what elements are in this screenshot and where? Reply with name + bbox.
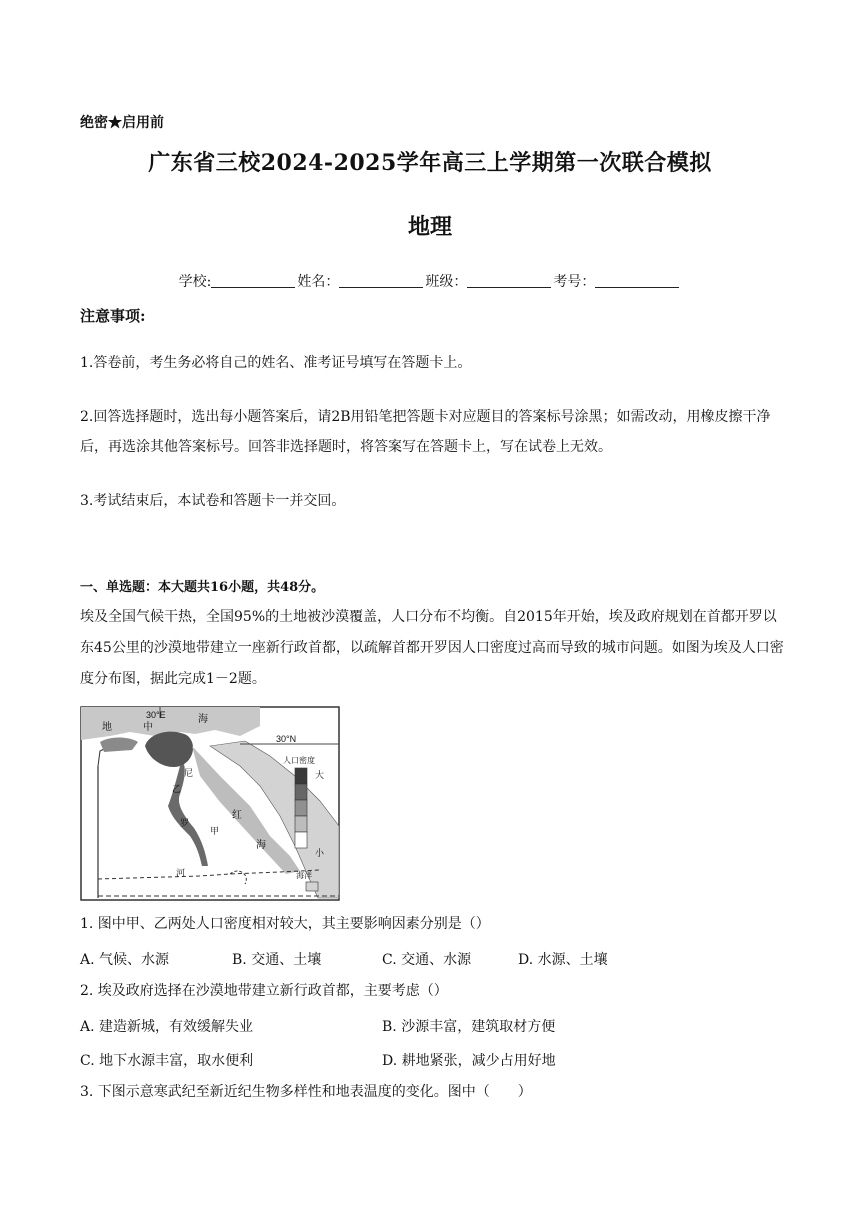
q2-option-a[interactable]: A. 建造新城，有效缓解失业 bbox=[80, 1019, 254, 1035]
q2-option-d[interactable]: D. 耕地紧张，减少占用好地 bbox=[382, 1053, 556, 1069]
legend-swatch-5 bbox=[295, 832, 307, 848]
note-item-2: 2.回答选择题时，选出每小题答案后，请2B用铅笔把答题卡对应题目的答案标号涂黑；如需改动，用橡皮擦干净后，再选涂其他答案标号。回答非选择题时，将答案写在答题卡上，写在试卷上无效。 bbox=[80, 409, 771, 455]
exam-subject: 地理 bbox=[407, 214, 452, 240]
exam-title: 广东省三校2024-2025学年高三上学期第一次联合模拟 bbox=[148, 150, 712, 176]
legend-swatch-1 bbox=[295, 768, 307, 784]
legend-swatch-3 bbox=[295, 800, 307, 816]
nile-label-2: 罗 bbox=[180, 819, 190, 829]
note-item-1: 1.答卷前，考生务必将自己的姓名、准考证号填写在答题卡上。 bbox=[80, 355, 472, 371]
q1-option-d[interactable]: D. 水源、土壤 bbox=[518, 952, 608, 968]
q1-option-b[interactable]: B. 交通、土壤 bbox=[232, 952, 322, 968]
student-info-fields bbox=[0, 271, 860, 291]
med-sea-label-1: 地 bbox=[102, 722, 112, 733]
q2-option-b[interactable]: B. 沙源丰富，建筑取材方便 bbox=[382, 1019, 556, 1035]
q1-option-c[interactable]: C. 交通、水源 bbox=[382, 952, 472, 968]
class-field[interactable] bbox=[467, 273, 551, 288]
legend-low: 小 bbox=[315, 849, 325, 859]
class-label: 班级： bbox=[425, 274, 468, 290]
legend-ocean-label: 海洋 bbox=[296, 871, 312, 880]
point-yi-label: 乙 bbox=[172, 785, 182, 795]
red-sea-label-1: 红 bbox=[232, 810, 242, 821]
legend-high: 大 bbox=[315, 771, 325, 781]
school-label: 学校: bbox=[178, 274, 212, 290]
exam-number-field[interactable] bbox=[595, 273, 679, 288]
question-1-stem: 1. 图中甲、乙两处人口密度相对较大，其主要影响因素分别是（） bbox=[80, 916, 490, 932]
legend-title: 人口密度 bbox=[283, 756, 315, 765]
question-2-stem: 2. 埃及政府选择在沙漠地带建立新行政首都，主要考虑（） bbox=[80, 983, 448, 999]
note-item-3: 3.考试结束后，本试卷和答题卡一并交回。 bbox=[80, 493, 346, 509]
point-jia-label: 甲 bbox=[210, 827, 220, 837]
med-sea-label-2: 中 bbox=[143, 722, 153, 733]
name-field[interactable] bbox=[339, 273, 423, 288]
longitude-label: 30°E bbox=[146, 710, 166, 720]
med-sea-label-3: 海 bbox=[198, 714, 208, 725]
confidential-label: 绝密★启用前 bbox=[80, 115, 164, 131]
legend-swatch-4 bbox=[295, 816, 307, 832]
q2-option-c[interactable]: C. 地下水源丰富，取水便利 bbox=[80, 1053, 254, 1069]
question-intro: 埃及全国气候干热，全国95%的土地被沙漠覆盖，人口分布不均衡。自2015年开始，埃及政府规划在首都开罗以东45公里的沙漠地带建立一座新行政首都，以疏解首都开罗因人口密度过高而导致的城市问题。如图为埃及人口密度分布图，据此完成1－2题。 bbox=[80, 609, 784, 687]
egypt-population-density-map bbox=[80, 706, 340, 901]
question-3-stem: 3. 下图示意寒武纪至新近纪生物多样性和地表温度的变化。图中（ ） bbox=[80, 1084, 532, 1100]
nile-label-1: 尼 bbox=[184, 769, 194, 779]
exam-number-label: 考号： bbox=[553, 274, 596, 290]
nile-label-3: 河 bbox=[176, 869, 186, 879]
section-heading: 一、单选题：本大题共16小题，共48分。 bbox=[80, 580, 325, 595]
legend-swatch-2 bbox=[295, 784, 307, 800]
notes-heading: 注意事项: bbox=[80, 307, 146, 325]
school-field[interactable] bbox=[211, 273, 295, 288]
q1-option-a[interactable]: A. 气候、水源 bbox=[80, 952, 170, 968]
name-label: 姓名： bbox=[297, 274, 340, 290]
legend-ocean-swatch bbox=[306, 882, 318, 891]
red-sea-label-2: 海 bbox=[256, 840, 266, 851]
latitude-label: 30°N bbox=[276, 734, 297, 744]
